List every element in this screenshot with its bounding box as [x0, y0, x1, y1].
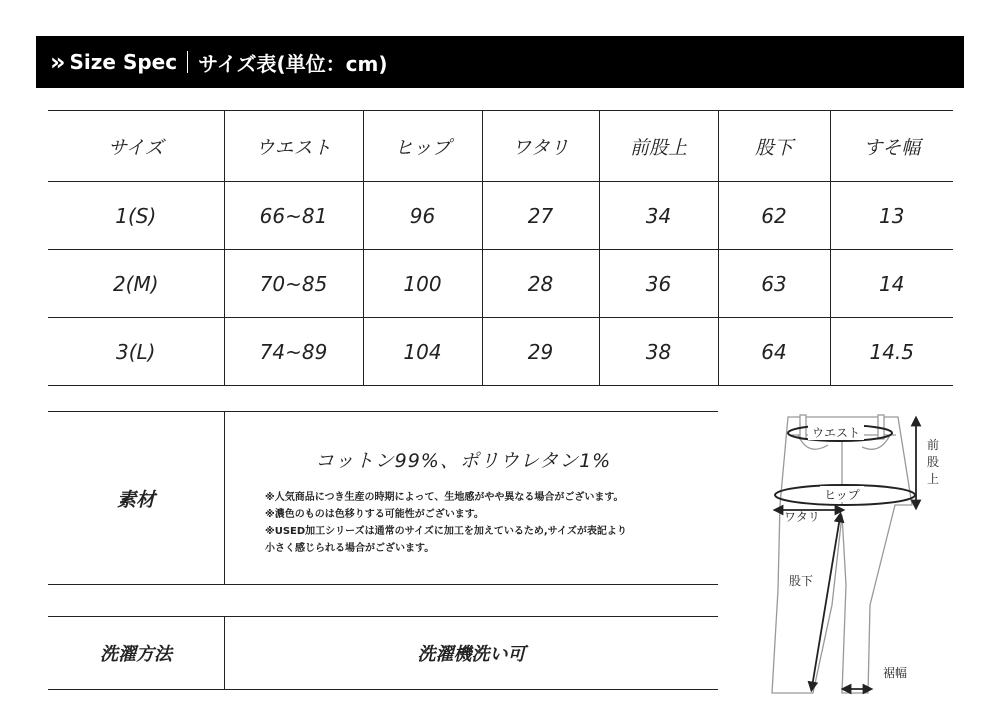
table-cell: 2(M)	[48, 250, 224, 318]
table-cell: 70~85	[224, 250, 363, 318]
header-title-jp: サイズ表(単位：cm)	[198, 51, 388, 76]
hip-label: ヒップ	[824, 488, 860, 502]
material-notes	[265, 489, 718, 557]
table-row	[48, 318, 953, 386]
washing-value: 洗濯機洗い可	[417, 644, 526, 665]
table-cell: 27	[482, 182, 599, 250]
material-content	[225, 412, 718, 584]
material-label: 素材	[48, 412, 225, 584]
table-cell: 66~81	[224, 182, 363, 250]
table-cell: 36	[599, 250, 718, 318]
header-cell-waist: ウエスト	[224, 111, 363, 182]
size-spec-header	[36, 36, 964, 88]
table-cell: 64	[718, 318, 830, 386]
table-cell: 38	[599, 318, 718, 386]
table-cell: 62	[718, 182, 830, 250]
header-divider	[187, 51, 188, 73]
table-cell: 3(L)	[48, 318, 224, 386]
table-cell: 96	[363, 182, 482, 250]
table-cell: 34	[599, 182, 718, 250]
header-cell-inseam: 股下	[718, 111, 830, 182]
pants-measurement-diagram	[750, 405, 960, 705]
table-cell: 63	[718, 250, 830, 318]
table-cell: 104	[363, 318, 482, 386]
header-cell-hip: ヒップ	[363, 111, 482, 182]
washing-section	[48, 616, 718, 690]
table-cell: 74~89	[224, 318, 363, 386]
header-cell-size: サイズ	[48, 111, 224, 182]
double-chevron-icon: »	[50, 48, 60, 76]
front-rise-label-char: 股	[926, 455, 940, 469]
table-cell: 13	[830, 182, 953, 250]
thigh-label: ワタリ	[784, 510, 820, 524]
washing-label: 洗濯方法	[48, 617, 225, 689]
header-cell-thigh: ワタリ	[482, 111, 599, 182]
table-row	[48, 250, 953, 318]
material-note: ※濃色のものは色移りする可能性がございます。	[265, 509, 484, 520]
header-cell-hem: すそ幅	[830, 111, 953, 182]
header-title-en: Size Spec	[69, 50, 178, 74]
material-note: ※USED加工シリーズは通常のサイズに加工を加えているため,サイズが表記より	[265, 526, 627, 537]
size-spec-table	[48, 110, 953, 386]
material-section	[48, 411, 718, 585]
front-rise-label-char: 上	[926, 472, 940, 486]
header-cell-front-rise: 前股上	[599, 111, 718, 182]
material-composition: コットン99%、ポリウレタン1%	[315, 450, 612, 472]
table-cell: 28	[482, 250, 599, 318]
inseam-label: 股下	[788, 574, 814, 588]
table-row	[48, 182, 953, 250]
hem-label: 裾幅	[882, 666, 908, 680]
material-note: 小さく感じられる場合がございます。	[265, 543, 435, 554]
table-cell: 100	[363, 250, 482, 318]
table-cell: 14	[830, 250, 953, 318]
table-cell: 1(S)	[48, 182, 224, 250]
front-rise-label-char: 前	[926, 438, 940, 452]
material-note: ※人気商品につき生産の時期によって、生地感がやや異なる場合がございます。	[265, 492, 624, 503]
pants-outline-icon	[772, 415, 912, 693]
waist-label: ウエスト	[811, 426, 861, 440]
table-header-row	[48, 111, 953, 182]
table-cell: 14.5	[830, 318, 953, 386]
table-cell: 29	[482, 318, 599, 386]
